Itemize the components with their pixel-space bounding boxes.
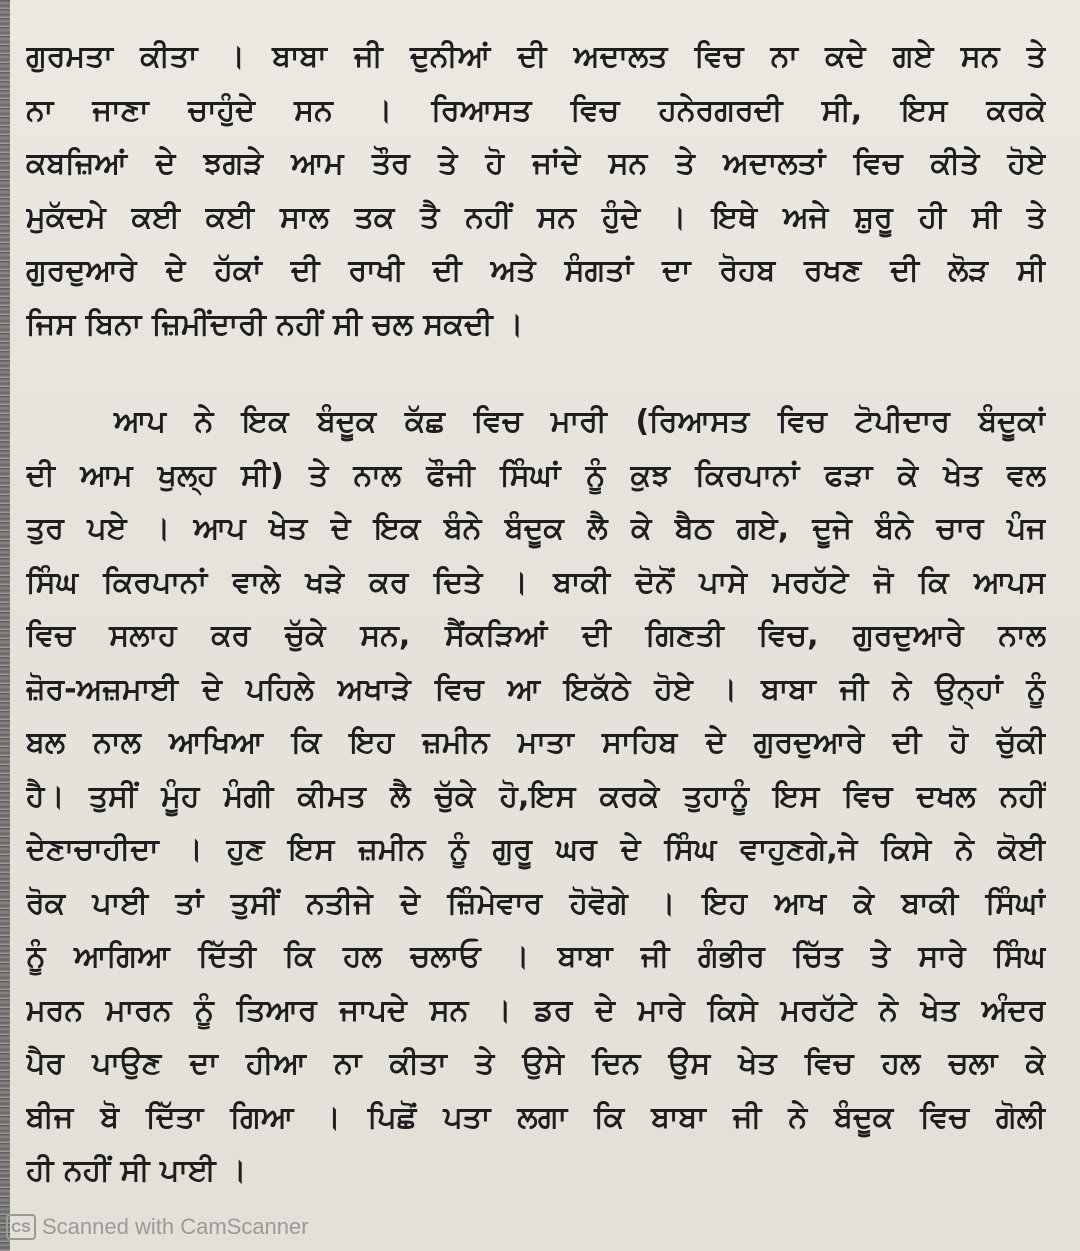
text-line: ਆਪ ਨੇ ਇਕ ਬੰਦੂਕ ਕੱਛ ਵਿਚ ਮਾਰੀ (ਰਿਆਸਤ ਵਿਚ ਟੋਪੀਦਾਰ ਬੰਦੂਕਾਂ [114, 404, 1046, 439]
watermark-text: Scanned with CamScanner [42, 1214, 309, 1239]
text-line: ਦੇਣਾਚਾਹੀਦਾ । ਹੁਣ ਇਸ ਜ਼ਮੀਨ ਨੂੰ ਗੁਰੂ ਘਰ ਦੇ ਸਿੰਘ ਵਾਹੁਣਗੇ,ਜੇ ਕਿਸੇ ਨੇ ਕੋਈ [26, 832, 1046, 867]
text-line: ਜ਼ੋਰ-ਅਜ਼ਮਾਈ ਦੇ ਪਹਿਲੇ ਅਖਾੜੇ ਵਿਚ ਆ ਇਕੱਠੇ ਹੋਏ । ਬਾਬਾ ਜੀ ਨੇ ਉਨ੍ਹਾਂ ਨੂੰ [26, 671, 1046, 707]
text-line: ਗੁਰਮਤਾ ਕੀਤਾ । ਬਾਬਾ ਜੀ ਦੁਨੀਆਂ ਦੀ ਅਦਾਲਤ ਵਿਚ ਨਾ ਕਦੇ ਗਏ ਸਨ ਤੇ [26, 39, 1046, 74]
text-line: ਗੁਰਦੁਆਰੇ ਦੇ ਹੱਕਾਂ ਦੀ ਰਾਖੀ ਦੀ ਅਤੇ ਸੰਗਤਾਂ ਦਾ ਰੋਹਬ ਰਖਣ ਦੀ ਲੋੜ ਸੀ [26, 253, 1046, 288]
text-line: ਰੋਕ ਪਾਈ ਤਾਂ ਤੁਸੀਂ ਨਤੀਜੇ ਦੇ ਜ਼ਿੰਮੇਵਾਰ ਹੋਵੋਗੇ । ਇਹ ਆਖ ਕੇ ਬਾਕੀ ਸਿੰਘਾਂ [26, 885, 1046, 921]
paragraph-1 [26, 30, 1046, 351]
text-line: ਦੀ ਆਮ ਖੁਲ੍ਹ ਸੀ) ਤੇ ਨਾਲ ਫੌਜੀ ਸਿੰਘਾਂ ਨੂੰ ਕੁਝ ਕਿਰਪਾਨਾਂ ਫੜਾ ਕੇ ਖੇਤ ਵਲ [26, 457, 1046, 493]
text-line: ਨਾ ਜਾਣਾ ਚਾਹੁੰਦੇ ਸਨ । ਰਿਆਸਤ ਵਿਚ ਹਨੇਰਗਰਦੀ ਸੀ, ਇਸ ਕਰਕੇ [26, 92, 1046, 128]
text-line: ਬੀਜ ਬੋ ਦਿੱਤਾ ਗਿਆ । ਪਿਛੋਂ ਪਤਾ ਲਗਾ ਕਿ ਬਾਬਾ ਜੀ ਨੇ ਬੰਦੂਕ ਵਿਚ ਗੋਲੀ [26, 1099, 1046, 1135]
book-binding-edge [0, 0, 10, 1251]
text-line: ਜਿਸ ਬਿਨਾ ਜ਼ਿਮੀਂਦਾਰੀ ਨਹੀਂ ਸੀ ਚਲ ਸਕਦੀ । [26, 306, 524, 342]
page-text [26, 30, 1046, 1198]
text-line: ਪੈਰ ਪਾਉਣ ਦਾ ਹੀਆ ਨਾ ਕੀਤਾ ਤੇ ਉਸੇ ਦਿਨ ਉਸ ਖੇਤ ਵਿਚ ਹਲ ਚਲਾ ਕੇ [26, 1046, 1046, 1081]
text-line: ਕਬਜ਼ਿਆਂ ਦੇ ਝਗੜੇ ਆਮ ਤੌਰ ਤੇ ਹੋ ਜਾਂਦੇ ਸਨ ਤੇ ਅਦਾਲਤਾਂ ਵਿਚ ਕੀਤੇ ਹੋਏ [26, 146, 1046, 181]
paragraph-2 [26, 395, 1046, 1198]
text-line: ਸਿੰਘ ਕਿਰਪਾਨਾਂ ਵਾਲੇ ਖੜੇ ਕਰ ਦਿਤੇ । ਬਾਕੀ ਦੋਨੋਂ ਪਾਸੇ ਮਰਹੱਟੇ ਜੋ ਕਿ ਆਪਸ [26, 564, 1046, 600]
text-line: ਹੈ। ਤੁਸੀਂ ਮੂੰਹ ਮੰਗੀ ਕੀਮਤ ਲੈ ਚੁੱਕੇ ਹੋ,ਇਸ ਕਰਕੇ ਤੁਹਾਨੂੰ ਇਸ ਵਿਚ ਦਖਲ ਨਹੀਂ [26, 778, 1046, 814]
camscanner-watermark [6, 1212, 309, 1242]
text-line: ਵਿਚ ਸਲਾਹ ਕਰ ਚੁੱਕੇ ਸਨ, ਸੈਂਕੜਿਆਂ ਦੀ ਗਿਣਤੀ ਵਿਚ, ਗੁਰਦੁਆਰੇ ਨਾਲ [26, 618, 1046, 653]
text-line: ਹੀ ਨਹੀਂ ਸੀ ਪਾਈ । [26, 1153, 247, 1188]
text-line: ਮੁਕੱਦਮੇ ਕਈ ਕਈ ਸਾਲ ਤਕ ਤੈ ਨਹੀਂ ਸਨ ਹੁੰਦੇ । ਇਥੇ ਅਜੇ ਸ਼ੁਰੂ ਹੀ ਸੀ ਤੇ [26, 199, 1046, 235]
text-line: ਮਰਨ ਮਾਰਨ ਨੂੰ ਤਿਆਰ ਜਾਪਦੇ ਸਨ । ਡਰ ਦੇ ਮਾਰੇ ਕਿਸੇ ਮਰਹੱਟੇ ਨੇ ਖੇਤ ਅੰਦਰ [26, 992, 1046, 1028]
text-line: ਤੁਰ ਪਏ । ਆਪ ਖੇਤ ਦੇ ਇਕ ਬੰਨੇ ਬੰਦੂਕ ਲੈ ਕੇ ਬੈਠ ਗਏ, ਦੂਜੇ ਬੰਨੇ ਚਾਰ ਪੰਜ [26, 511, 1046, 546]
text-line: ਨੂੰ ਆਗਿਆ ਦਿੱਤੀ ਕਿ ਹਲ ਚਲਾਓ । ਬਾਬਾ ਜੀ ਗੰਭੀਰ ਚਿੱਤ ਤੇ ਸਾਰੇ ਸਿੰਘ [26, 939, 1046, 974]
paragraph-spacer [26, 351, 1046, 395]
text-line: ਬਲ ਨਾਲ ਆਖਿਆ ਕਿ ਇਹ ਜ਼ਮੀਨ ਮਾਤਾ ਸਾਹਿਬ ਦੇ ਗੁਰਦੁਆਰੇ ਦੀ ਹੋ ਚੁੱਕੀ [26, 725, 1046, 760]
camscanner-logo-icon: CS [6, 1214, 36, 1240]
